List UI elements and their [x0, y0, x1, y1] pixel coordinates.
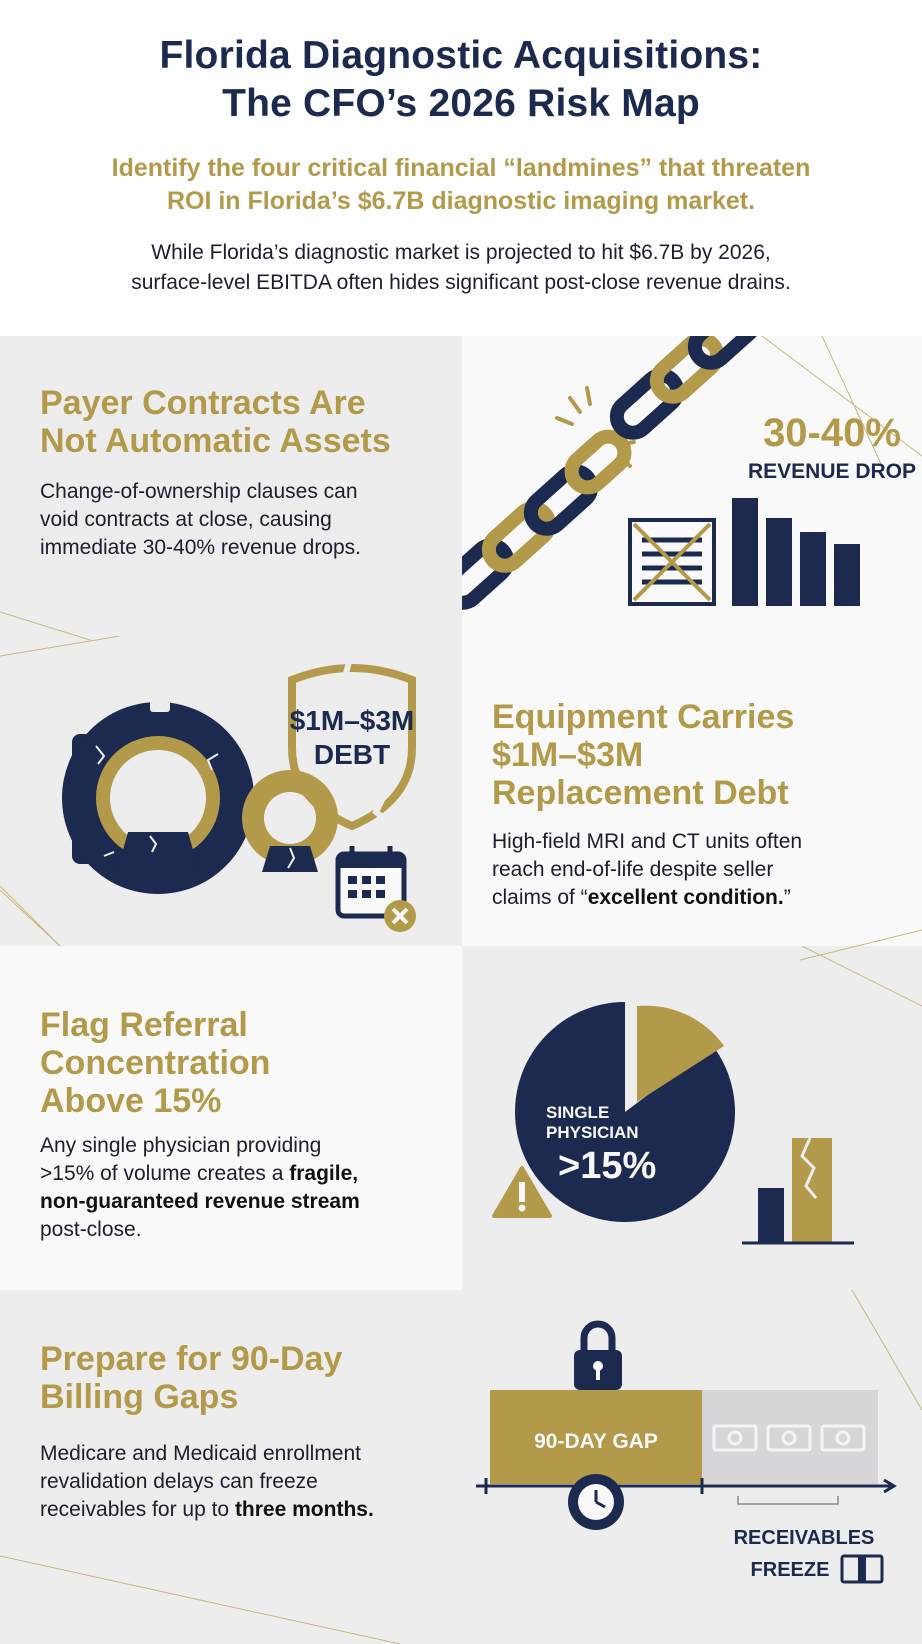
description-line: [40, 1496, 460, 1524]
pie-label-line-2: PHYSICIAN: [546, 1123, 639, 1142]
description-line: Change-of-ownership clauses can: [40, 480, 358, 503]
description-line: void contracts at close, causing: [40, 508, 332, 531]
section-title-line: $1M–$3M: [492, 736, 644, 774]
pie-label-line-1: SINGLE: [546, 1103, 610, 1122]
section-title-line: Flag Referral: [40, 1006, 248, 1044]
void-contract-icon: [630, 520, 714, 604]
section-payer-contracts: [0, 336, 462, 636]
declining-bars-icon: [732, 498, 860, 606]
description-line: High-field MRI and CT units often: [492, 830, 803, 853]
description-fragment: ”: [783, 886, 791, 909]
section-title-line: Replacement Debt: [492, 774, 789, 812]
section-equipment: [462, 636, 922, 946]
description-line: revalidation delays can freeze: [40, 1470, 318, 1493]
section-title-line: Above 15%: [40, 1082, 222, 1120]
shield-amount: $1M–$3M: [289, 705, 415, 736]
description-fragment: claims of “: [492, 886, 588, 909]
section-title-line: Prepare for 90-Day: [40, 1340, 343, 1378]
section-title-line: Equipment Carries: [492, 698, 795, 736]
cracked-bar-icon: [742, 1138, 854, 1243]
gap-label: 90-DAY GAP: [534, 1430, 658, 1453]
intro-text: [40, 238, 882, 298]
description-line: [40, 1188, 460, 1216]
section-title-line: Concentration: [40, 1044, 271, 1082]
section-referral-concentration: [0, 946, 462, 1290]
freeze-label-line-1: RECEIVABLES: [733, 1527, 875, 1549]
section-title: [40, 384, 391, 460]
description-emphasis: three months.: [234, 1498, 374, 1521]
section-description: [40, 1440, 460, 1524]
frozen-cash-icon: [842, 1556, 882, 1582]
title-line-1: Florida Diagnostic Acquisitions:: [159, 34, 763, 77]
description-fragment: >15% of volume creates a: [40, 1162, 290, 1185]
section-title-line: Billing Gaps: [40, 1378, 239, 1416]
section-title: [492, 698, 794, 812]
section-title-line: Payer Contracts Are: [40, 384, 366, 422]
description-line: Medicare and Medicaid enrollment: [40, 1442, 361, 1465]
section-description: [40, 478, 450, 562]
section-payer-contracts-visual: [462, 336, 922, 636]
section-title: [40, 1340, 342, 1416]
page-subtitle: [40, 152, 882, 218]
header: [0, 0, 922, 336]
description-emphasis: fragile,: [289, 1162, 359, 1185]
intro-line-2: surface-level EBITDA often hides significant post-close revenue drains.: [131, 271, 791, 294]
mri-scanner-icon: [0, 636, 462, 946]
calendar-icon: [338, 846, 416, 932]
section-description: [40, 1132, 460, 1244]
description-fragment: receivables for up to: [40, 1498, 235, 1521]
section-referral-visual: [462, 946, 922, 1290]
referral-pie-icon: [462, 946, 922, 1290]
title-line-2: The CFO’s 2026 Risk Map: [222, 82, 700, 125]
clock-icon: [568, 1474, 624, 1530]
intro-line-1: While Florida’s diagnostic market is projected to hit $6.7B by 2026,: [151, 241, 771, 264]
stat-value: 30-40%: [763, 411, 901, 455]
section-billing-gaps: [0, 1290, 922, 1644]
description-line: reach end-of-life despite seller: [492, 858, 774, 881]
page-title: [0, 32, 922, 128]
description-line: [492, 884, 912, 912]
lock-icon: [574, 1324, 622, 1390]
section-title-line: Not Automatic Assets: [40, 422, 391, 460]
description-line: Any single physician providing: [40, 1134, 322, 1157]
broken-chain-icon: [462, 336, 922, 636]
subtitle-line-2: ROI in Florida’s $6.7B diagnostic imaging market.: [166, 187, 756, 215]
description-line: immediate 30-40% revenue drops.: [40, 536, 362, 559]
description-line: post-close.: [40, 1218, 142, 1241]
billing-gap-timeline: [462, 1290, 922, 1644]
section-description: [492, 828, 912, 912]
shield-label: DEBT: [313, 739, 391, 770]
stat-label: REVENUE DROP: [747, 460, 917, 483]
subtitle-line-1: Identify the four critical financial “landmines” that threaten: [111, 154, 811, 182]
description-line: [40, 1160, 460, 1188]
section-equipment-visual: [0, 636, 462, 946]
description-emphasis: non-guaranteed revenue stream: [40, 1190, 360, 1213]
pie-value: >15%: [558, 1145, 657, 1187]
section-title: [40, 1006, 270, 1120]
freeze-label-line-2: FREEZE: [750, 1559, 830, 1581]
description-emphasis: excellent condition.: [587, 886, 784, 909]
